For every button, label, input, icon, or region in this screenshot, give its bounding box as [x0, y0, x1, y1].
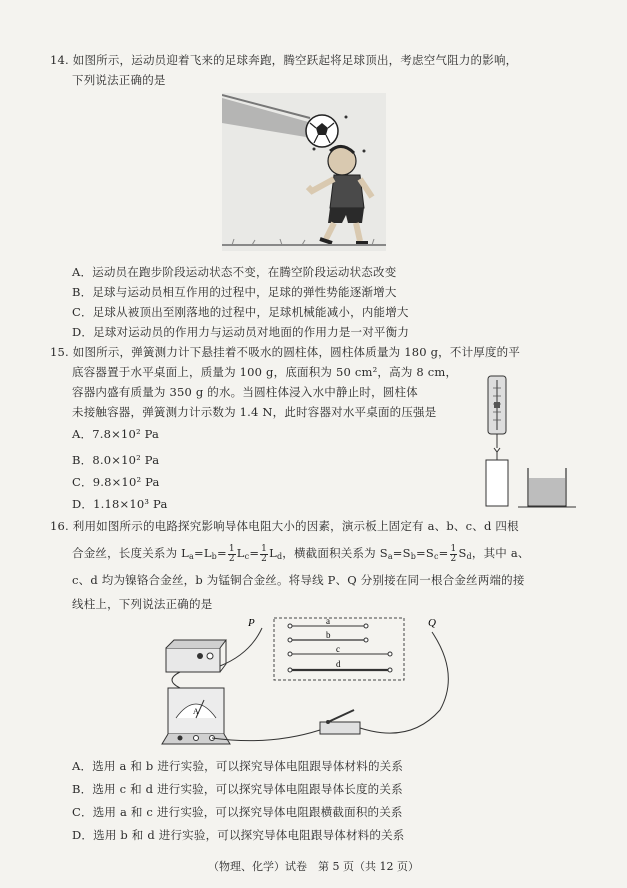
q16-stem-line1 — [50, 518, 519, 534]
q16-stem-line3: c、d 均为镍铬合金丝，b 为锰铜合金丝。将导线 P、Q 分别接在同一根合金丝两端的接 — [72, 573, 525, 587]
q14-stem-line1 — [50, 52, 517, 68]
q16-stem-text2b: 横截面积关系为 S — [293, 546, 388, 560]
wire-b-label: b — [326, 630, 331, 640]
q16-stem-text2c: 其中 a、 — [483, 546, 530, 560]
q15-option-d: D．1.18×10³ Pa — [72, 497, 168, 511]
q15-stem-line4: 未接触容器，弹簧测力计示数为 1.4 N，此时容器对水平桌面的压强是 — [72, 405, 437, 419]
q15-stem-line2: 底容器置于水平桌面上，质量为 100 g，底面积为 50 cm²，高为 8 cm， — [72, 365, 458, 379]
q15-spring-scale-figure — [478, 374, 578, 510]
q16-number: 16. — [50, 519, 69, 533]
q14-stem-line2: 下列说法正确的是 — [72, 73, 166, 87]
q14-stem-text1: 如图所示，运动员迎着飞来的足球奔跑，腾空跃起将足球顶出，考虑空气阻力的影响， — [72, 53, 518, 67]
q16-option-d: D．选用 b 和 d 进行实验，可以探究导体电阻跟导体材料的关系 — [72, 828, 405, 842]
q16-option-c: C．选用 a 和 c 进行实验，可以探究导体电阻跟横截面积的关系 — [72, 805, 403, 819]
q15-stem-line1 — [50, 344, 520, 360]
q15-option-c: C．9.8×10² Pa — [72, 475, 160, 489]
q16-stem-text2a: 合金丝，长度关系为 L — [72, 546, 189, 560]
q16-stem-line4: 线柱上，下列说法正确的是 — [72, 597, 213, 611]
q14-number: 14. — [50, 53, 69, 67]
q14-soccer-figure — [222, 93, 386, 251]
lead-p-label: P — [248, 617, 255, 629]
wire-a-label: a — [326, 616, 330, 626]
q14-option-a: A．运动员在跑步阶段运动状态不变，在腾空阶段运动状态改变 — [72, 265, 397, 279]
q15-stem-text1: 如图所示，弹簧测力计下悬挂着不吸水的圆柱体，圆柱体质量为 180 g，不计厚度的平 — [72, 345, 521, 359]
wire-c-label: c — [336, 644, 340, 654]
q14-option-c: C．足球从被顶出至刚落地的过程中，足球机械能减小，内能增大 — [72, 305, 409, 319]
q16-circuit-figure — [160, 614, 470, 748]
wire-d-label: d — [336, 659, 341, 669]
q15-number: 15. — [50, 345, 69, 359]
q16-option-b: B．选用 c 和 d 进行实验，可以探究导体电阻跟导体长度的关系 — [72, 782, 403, 796]
q16-stem-text1: 利用如图所示的电路探究影响导体电阻大小的因素，演示板上固定有 a、b、c、d 四根 — [72, 519, 519, 533]
q15-option-b: B．8.0×10² Pa — [72, 453, 160, 467]
page-footer: （物理、化学）试卷 第 5 页（共 12 页） — [208, 860, 419, 873]
lead-q-label: Q — [428, 617, 436, 629]
q15-stem-line3: 容器内盛有质量为 350 g 的水。当圆柱体浸入水中静止时，圆柱体 — [72, 385, 418, 399]
ammeter-label: A — [193, 707, 199, 716]
q16-option-a: A．选用 a 和 b 进行实验，可以探究导体电阻跟导体材料的关系 — [72, 759, 404, 773]
q14-option-d: D．足球对运动员的作用力与运动员对地面的作用力是一对平衡力 — [72, 325, 410, 339]
q16-stem-line2: 合金丝，长度关系为 $L_a=L_b=$ $\frac{1}{2}$ $L_c=$ $\frac{1}{2}$ $L_d$，横截面积关系为 $S_a=S_b=S_c=$ $\frac{1}{2}$ $S_d$，其中 a、 — [72, 543, 530, 564]
q15-option-a: A．7.8×10² Pa — [72, 427, 160, 441]
q14-option-b: B．足球与运动员相互作用的过程中，足球的弹性势能逐渐增大 — [72, 285, 397, 299]
